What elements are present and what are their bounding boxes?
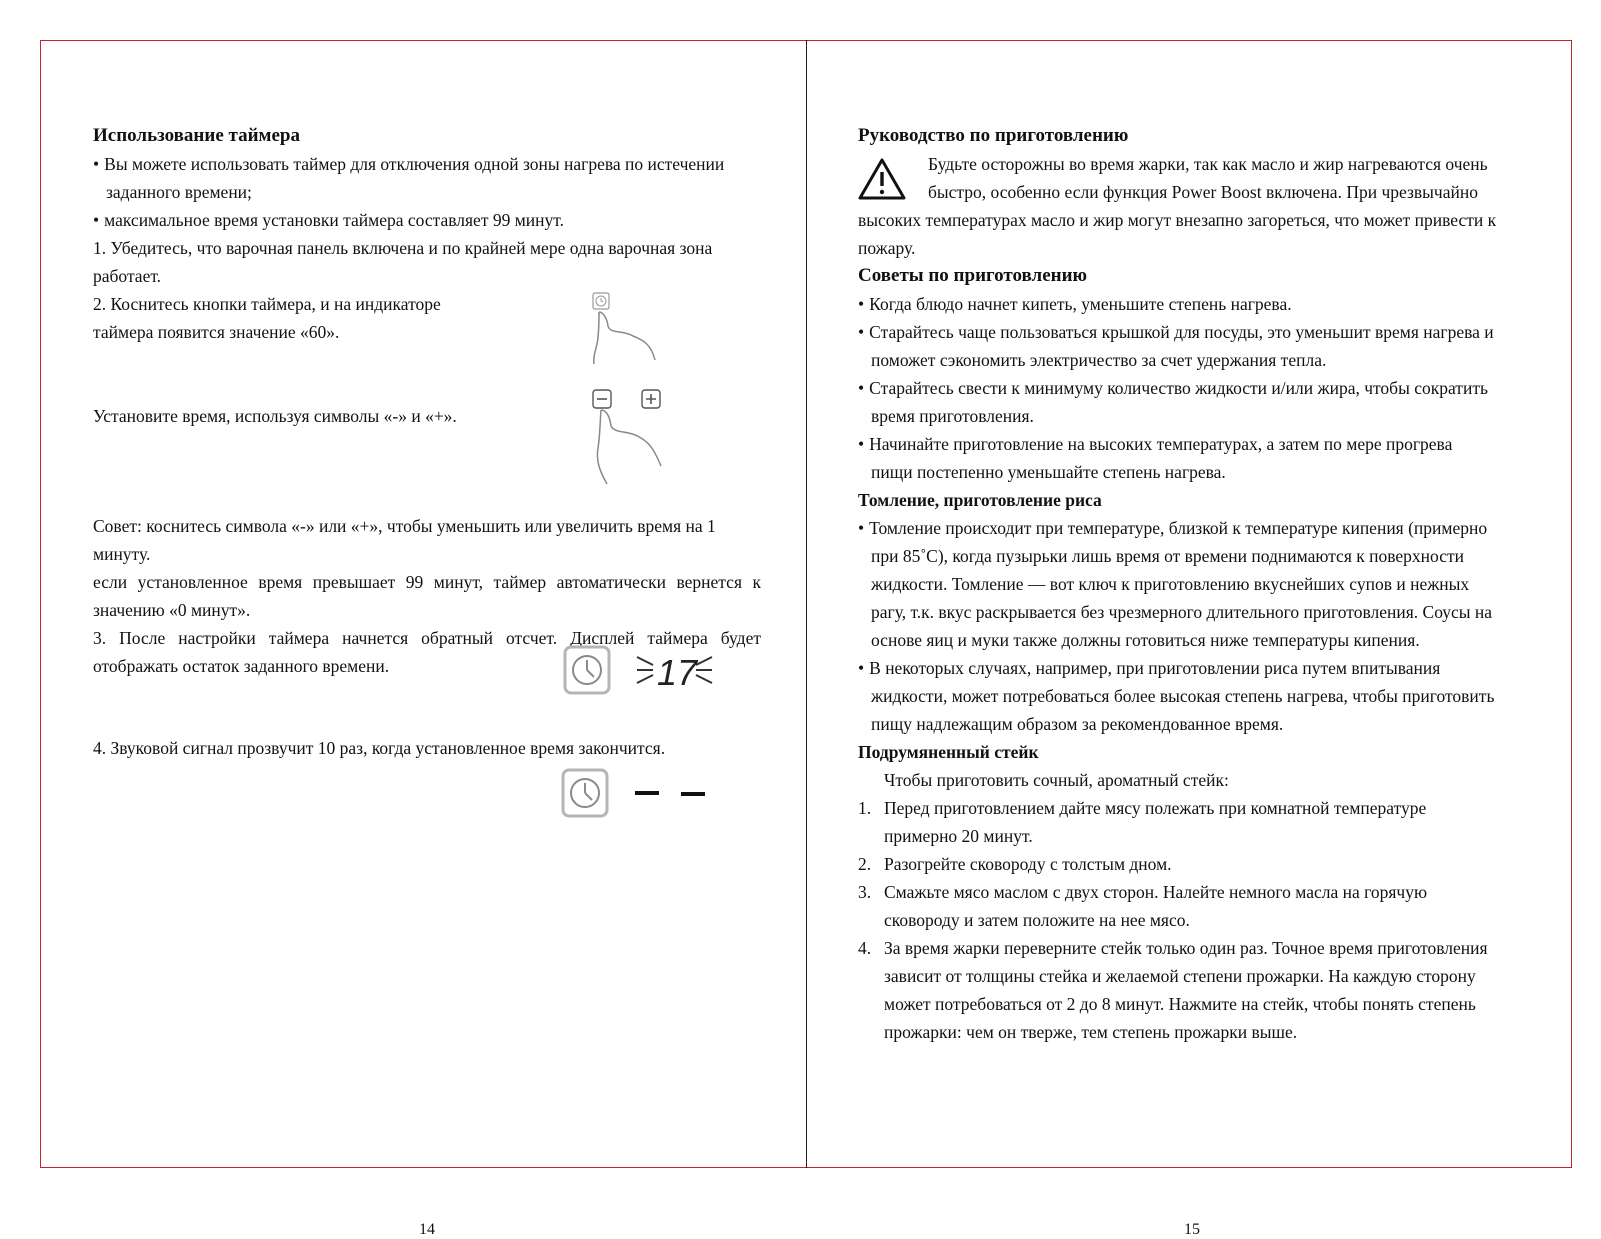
tip-text: Совет: коснитесь символа «-» или «+», чтобы уменьшить или увеличить время на 1 (93, 516, 716, 536)
list-item-cont: заданного времени; (106, 182, 252, 202)
step-4: 4. Звуковой сигнал прозвучит 10 раз, когда установленное время закончится. (93, 738, 666, 758)
minus-plus-touch-illustration (593, 390, 683, 495)
clock-icon (563, 770, 607, 816)
step-number: 2. (858, 854, 872, 874)
step-1: 1. Убедитесь, что варочная панель включена и по крайней мере одна варочная зона (93, 238, 713, 258)
warning-triangle-icon (858, 158, 906, 202)
page-number: 15 (1184, 1221, 1200, 1238)
warning-text: пожару. (858, 238, 916, 258)
warning-text: быстро, особенно если функция Power Boost включена. При чрезвычайно (928, 182, 1478, 202)
step-1-cont: работает. (93, 266, 162, 286)
timer-heading: Использование таймера (93, 125, 300, 146)
tip-text-cont: минуту. (93, 544, 151, 564)
timer-display-dashes (563, 770, 723, 822)
steak-step: За время жарки переверните стейк только один раз. Точное время приготовления (884, 938, 1488, 958)
list-item-cont: при 85˚С), когда пузырьки лишь время от времени поднимаются к поверхности (871, 546, 1465, 566)
touch-hand-icon (593, 292, 683, 362)
cooking-guide-heading: Руководство по приготовлению (858, 125, 1129, 146)
list-item-cont: жидкости, может потребоваться более высокая степень нагрева, чтобы приготовить (871, 686, 1495, 706)
minus-icon (593, 390, 611, 408)
page-divider (806, 40, 807, 1168)
list-item-cont: время приготовления. (871, 406, 1034, 426)
steak-step-cont: примерно 20 минут. (884, 826, 1033, 846)
step-2: 2. Коснитесь кнопки таймера, и на индикаторе (93, 294, 441, 314)
list-item: • Когда блюдо начнет кипеть, уменьшите степень нагрева. (858, 290, 1292, 318)
steak-step-cont: сковороду и затем положите на нее мясо. (884, 910, 1190, 930)
list-item: • Старайтесь свести к минимуму количество жидкости и/или жира, чтобы сократить (858, 374, 1488, 402)
simmer-heading: Томление, приготовление риса (858, 490, 1102, 510)
steak-step-cont: прожарки: чем он тверже, тем степень прожарки выше. (884, 1022, 1298, 1042)
list-item-cont: пищу надлежащим образом за рекомендованное время. (871, 714, 1284, 734)
steak-step: Разогрейте сковороду с толстым дном. (884, 854, 1172, 874)
set-time-text: Установите время, используя символы «-» и «+». (93, 406, 457, 426)
list-item: • Вы можете использовать таймер для отключения одной зоны нагрева по истечении (93, 150, 724, 178)
list-item-cont: пищи постепенно уменьшайте степень нагрева. (871, 462, 1226, 482)
list-item: • Томление происходит при температуре, близкой к температуре кипения (примерно (858, 514, 1487, 542)
list-item: • В некоторых случаях, например, при приготовлении риса путем впитывания (858, 654, 1440, 682)
steak-step-cont: может потребоваться от 2 до 8 минут. Нажмите на стейк, чтобы понять степень (884, 994, 1476, 1014)
list-item-cont: жидкости. Томление — вот ключ к приготовлению вкуснейших супов и нежных (871, 574, 1470, 594)
list-item-cont: рагу, т.к. вкус раскрывается без чрезмерного длительного приготовления. Соусы на (871, 602, 1493, 622)
step-number: 3. (858, 882, 872, 902)
steak-intro: Чтобы приготовить сочный, ароматный стейк: (884, 770, 1229, 790)
step-3: 3. После настройки таймера начнется обратный отсчет. Дисплей таймера будет (93, 628, 761, 648)
steak-heading: Подрумяненный стейк (858, 742, 1039, 762)
tips-heading: Советы по приготовлению (858, 265, 1088, 286)
warning-text: Будьте осторожны во время жарки, так как масло и жир нагреваются очень (928, 154, 1488, 174)
step-number: 4. (858, 938, 872, 958)
timer-display-value: 17 (657, 652, 698, 693)
step-2-cont: таймера появится значение «60». (93, 322, 340, 342)
overflow-text-cont: значению «0 минут». (93, 600, 251, 620)
warning-text: высоких температурах масло и жир могут внезапно загореться, что может привести к (858, 210, 1497, 230)
step-3-cont: отображать остаток заданного времени. (93, 656, 390, 676)
timer-display-17 (565, 647, 725, 699)
list-item: • Начинайте приготовление на высоких температурах, а затем по мере прогрева (858, 430, 1452, 458)
overflow-text: если установленное время превышает 99 минут, таймер автоматически вернется к (93, 572, 761, 592)
clock-icon (565, 647, 609, 693)
list-item: • максимальное время установки таймера составляет 99 минут. (93, 206, 564, 234)
steak-step: Перед приготовлением дайте мясу полежать при комнатной температуре (884, 798, 1427, 818)
step-number: 1. (858, 798, 872, 818)
plus-icon (642, 390, 660, 408)
list-item: • Старайтесь чаще пользоваться крышкой для посуды, это уменьшит время нагрева и (858, 318, 1494, 346)
steak-step-cont: зависит от толщины стейка и желаемой степени прожарки. На каждую сторону (884, 966, 1476, 986)
list-item-cont: поможет сэкономить электричество за счет удержания тепла. (871, 350, 1327, 370)
steak-step: Смажьте мясо маслом с двух сторон. Налейте немного масла на горячую (884, 882, 1428, 902)
page-number: 14 (419, 1221, 435, 1238)
list-item-cont: основе яиц и муки также должны готовиться ниже температуры кипения. (871, 630, 1420, 650)
